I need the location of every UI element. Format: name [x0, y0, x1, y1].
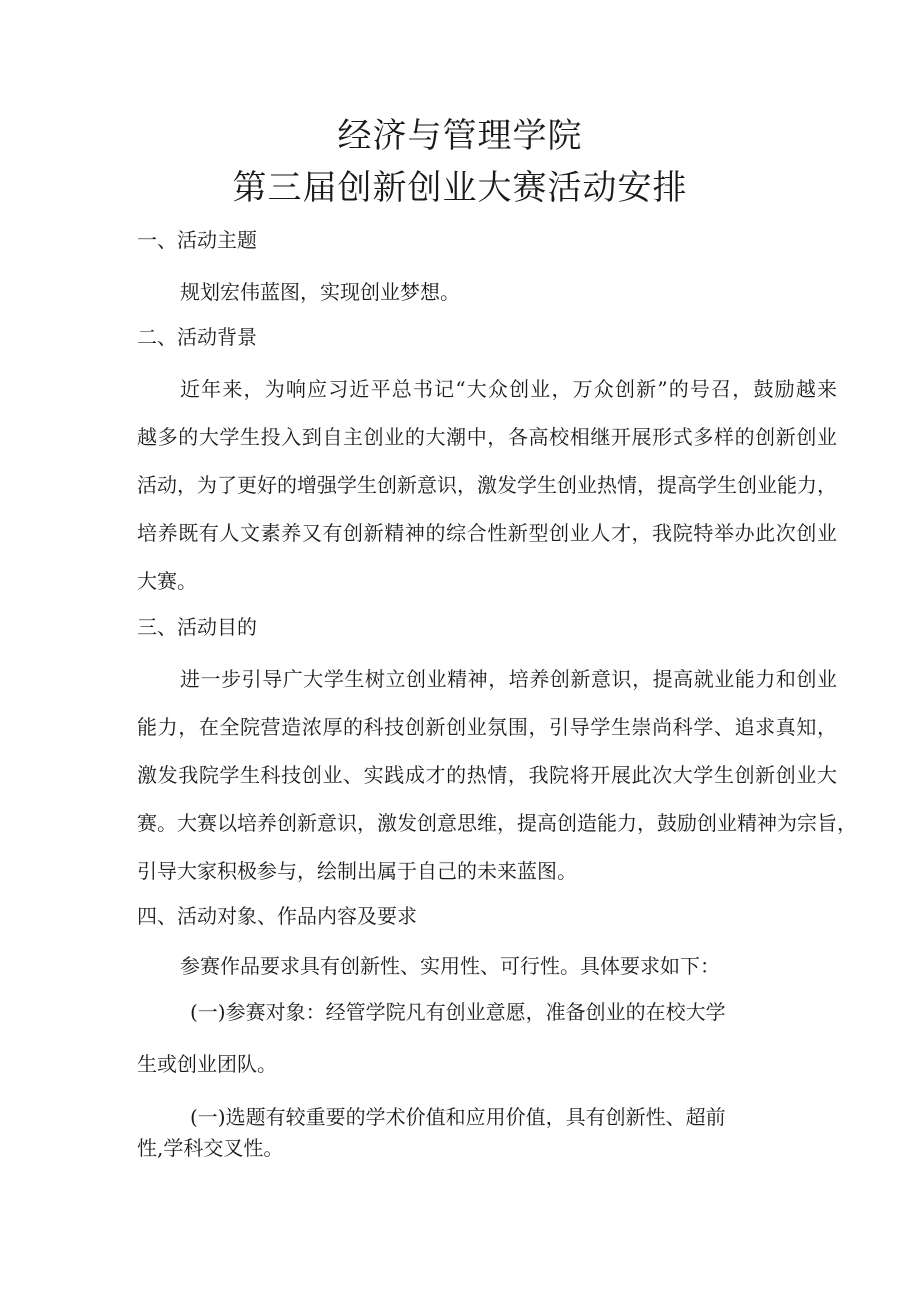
- paragraph-line: 越多的大学生投入到自主创业的大潮中，各高校相继开展形式多样的创新创业: [137, 425, 837, 449]
- paragraph-line: 引导大家积极参与，绘制出属于自己的未来蓝图。: [137, 859, 577, 883]
- section-paragraph-purpose: [137, 655, 857, 895]
- paragraph-line: 近年来，为响应习近平总书记“大众创业，万众创新”的号召，鼓励越来: [180, 377, 837, 401]
- requirement-item-1-line2: 生或创业团队。: [137, 1052, 277, 1076]
- requirement-item-2-line1: (一)选题有较重要的学术价值和应用价值，具有创新性、超前: [190, 1105, 726, 1129]
- section-text-theme: 规划宏伟蓝图，实现创业梦想。: [180, 280, 460, 304]
- section-intro-requirements: 参赛作品要求具有创新性、实用性、可行性。具体要求如下：: [180, 954, 720, 978]
- section-heading-background: 二、活动背景: [137, 325, 257, 349]
- section-heading-purpose: 三、活动目的: [137, 615, 257, 639]
- document-title-line1: 经济与管理学院: [337, 116, 583, 156]
- section-paragraph-background: [137, 365, 837, 605]
- paragraph-line: 赛。大赛以培养创新意识，激发创意思维，提高创造能力，鼓励创业精神为宗旨，: [137, 811, 857, 835]
- paragraph-line: 激发我院学生科技创业、实践成才的热情，我院将开展此次大学生创新创业大: [137, 763, 837, 787]
- section-heading-theme: 一、活动主题: [137, 228, 257, 252]
- requirement-item-1-line1: (一)参赛对象：经管学院凡有创业意愿，准备创业的在校大学: [190, 1000, 726, 1024]
- paragraph-line: 能力，在全院营造浓厚的科技创新创业氛围，引导学生崇尚科学、追求真知，: [137, 715, 837, 739]
- paragraph-line: 进一步引导广大学生树立创业精神，培养创新意识，提高就业能力和创业: [180, 667, 837, 691]
- paragraph-line: 培养既有人文素养又有创新精神的综合性新型创业人才，我院特举办此次创业: [137, 521, 837, 545]
- document-title-line2: 第三届创新创业大赛活动安排: [232, 168, 688, 208]
- requirement-item-2-line2: 性,学科交叉性。: [137, 1136, 284, 1160]
- paragraph-line: 大赛。: [137, 569, 197, 593]
- paragraph-line: 活动，为了更好的增强学生创新意识，激发学生创业热情，提高学生创业能力，: [137, 473, 837, 497]
- section-heading-requirements: 四、活动对象、作品内容及要求: [137, 904, 417, 928]
